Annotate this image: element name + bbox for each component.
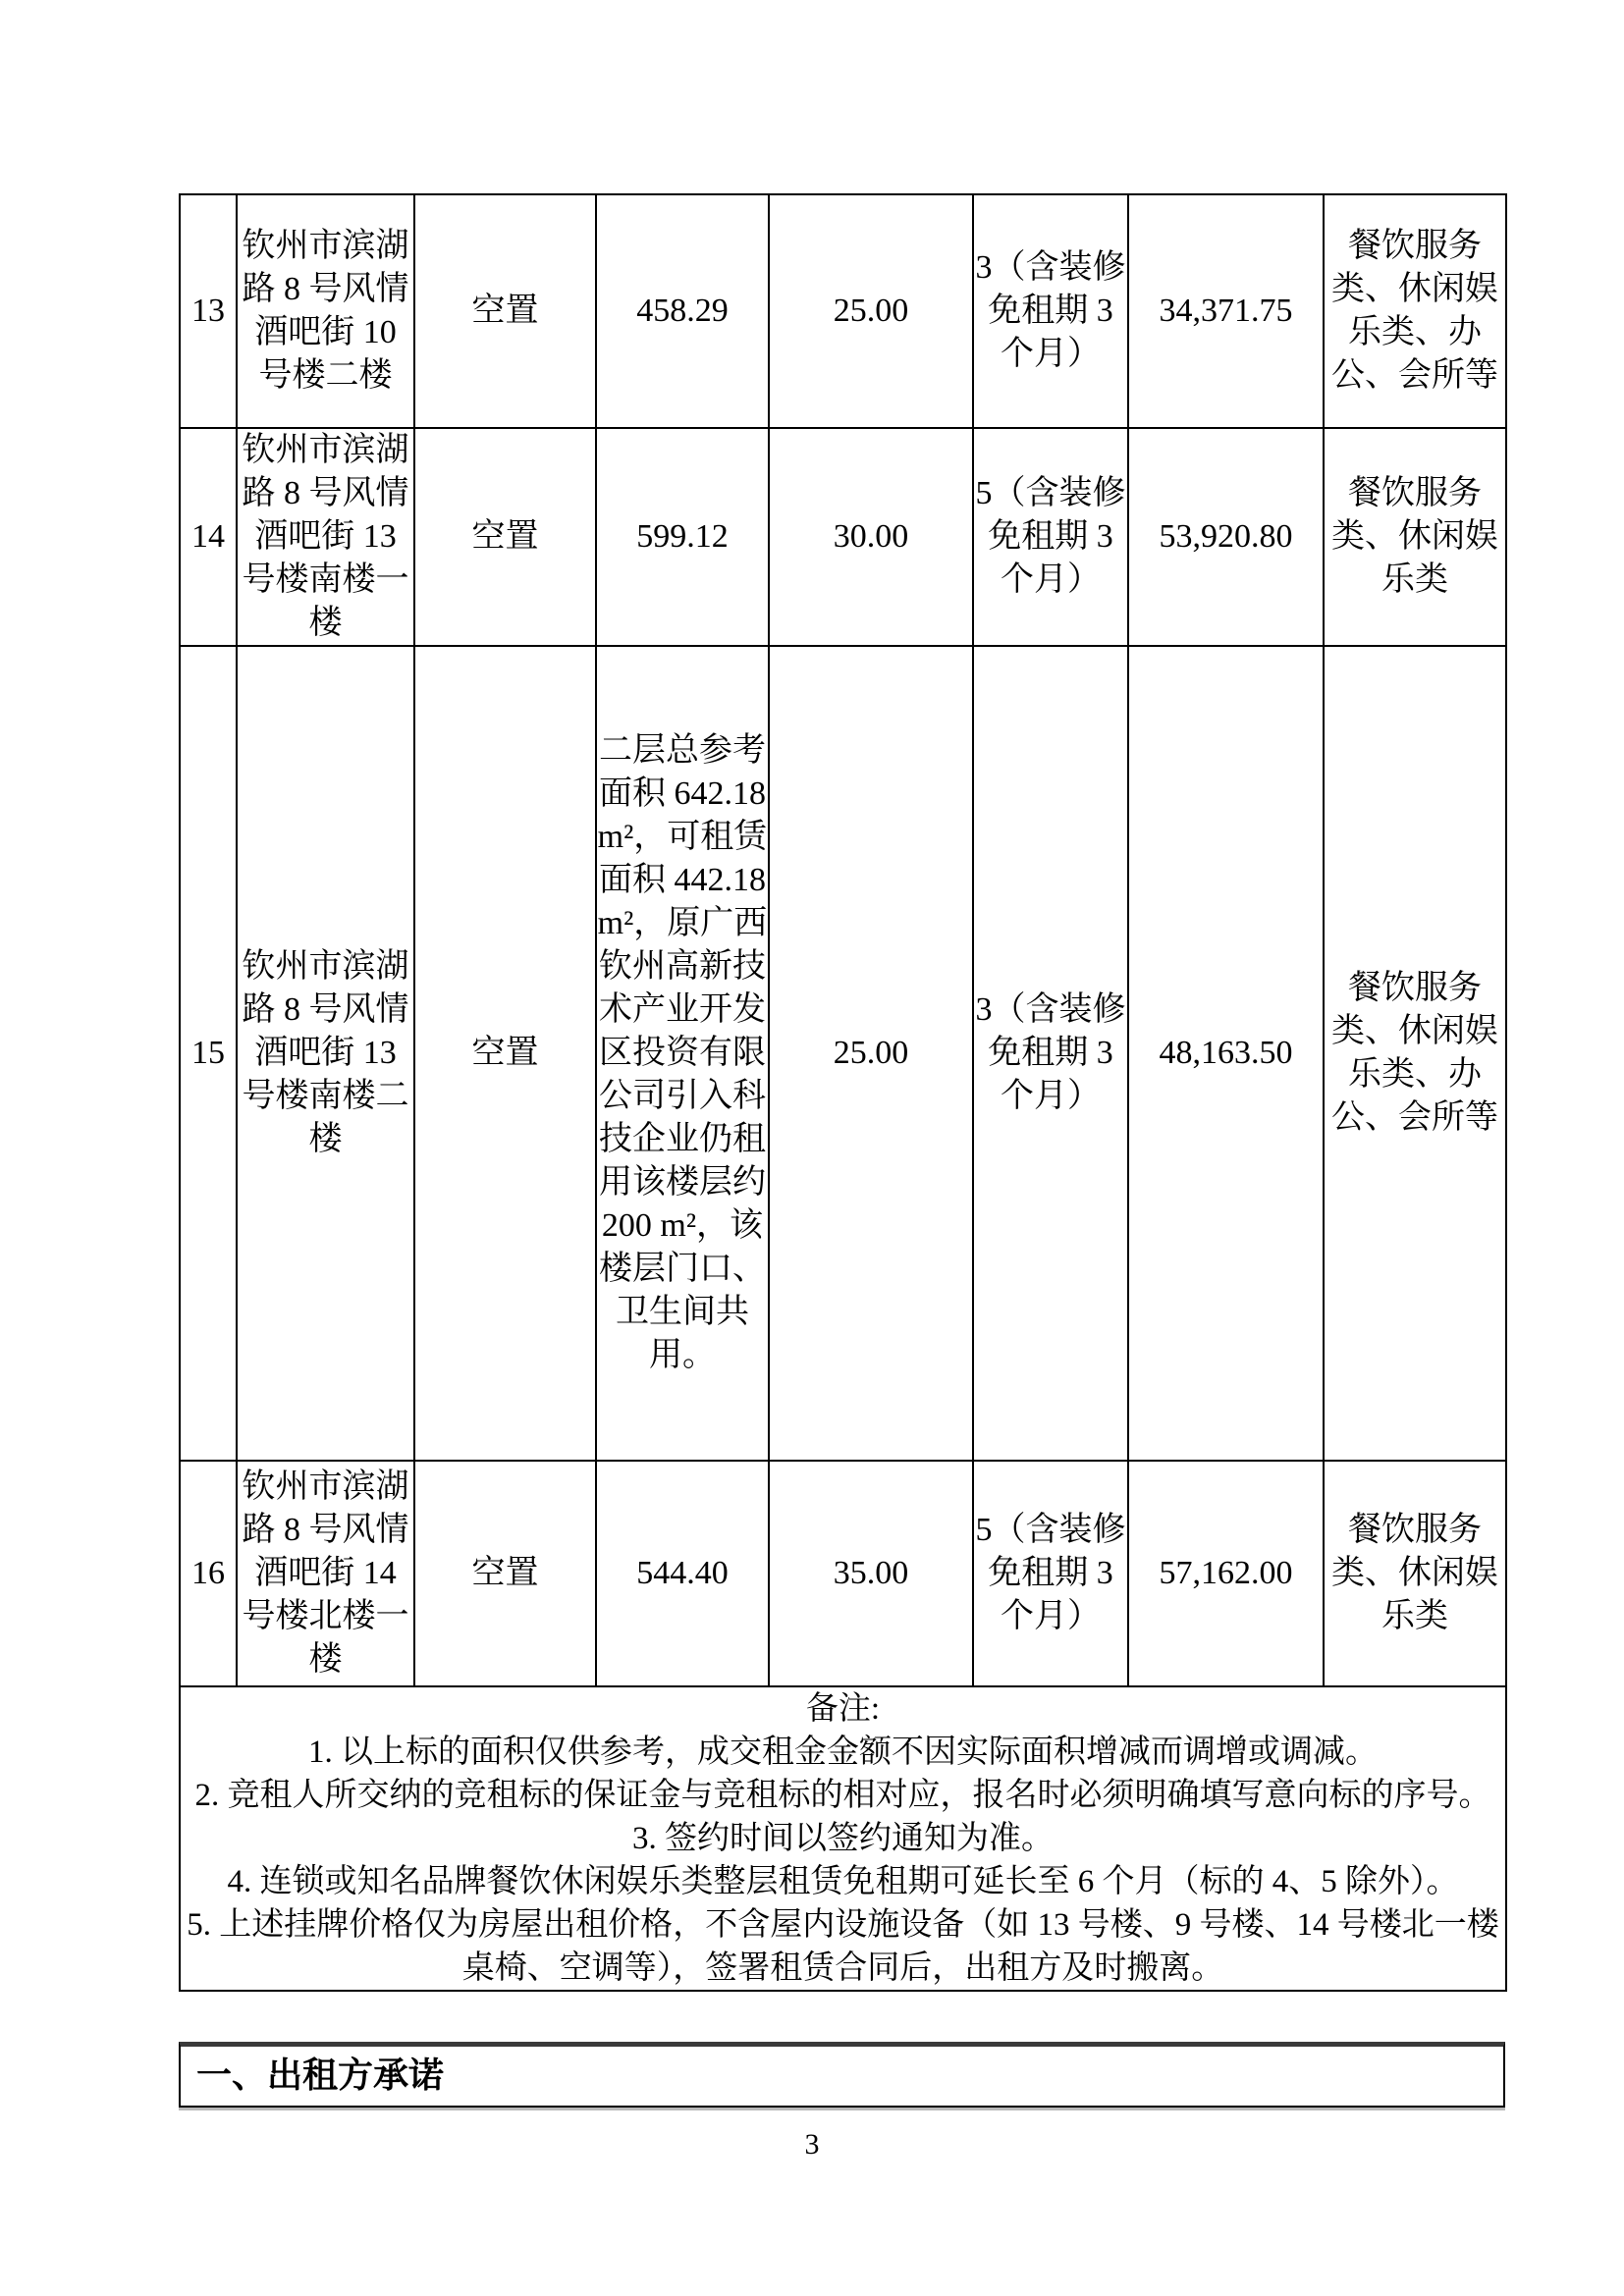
cell-status: 空置 — [414, 428, 596, 646]
section-header-title: 一、出租方承诺 — [196, 2056, 445, 2095]
cell-area: 544.40 — [596, 1461, 769, 1686]
cell-use: 餐饮服务类、休闲娱乐类、办公、会所等 — [1324, 646, 1506, 1461]
note-item-1: 1. 以上标的面积仅供参考，成交租金金额不因实际面积增减而调增或调减。 — [308, 1735, 1378, 1770]
cell-serial: 14 — [180, 428, 237, 646]
cell-use: 餐饮服务类、休闲娱乐类 — [1324, 1461, 1506, 1686]
cell-area: 二层总参考面积 642.18 m²，可租赁面积 442.18 m²，原广西钦州高新技术产业开发区投资有限公司引入科技企业仍租用该楼层约 200 m²，该楼层门口、卫生间共用。 — [596, 646, 769, 1461]
page-number: 3 — [804, 2128, 820, 2161]
cell-deposit: 53,920.80 — [1128, 428, 1324, 646]
cell-serial: 16 — [180, 1461, 237, 1686]
cell-status: 空置 — [414, 194, 596, 428]
cell-deposit: 48,163.50 — [1128, 646, 1324, 1461]
cell-serial: 15 — [180, 646, 237, 1461]
notes-cell — [180, 1686, 1506, 1991]
cell-location: 钦州市滨湖路 8 号风情酒吧街 10 号楼二楼 — [237, 194, 414, 428]
cell-use: 餐饮服务类、休闲娱乐类 — [1324, 428, 1506, 646]
note-item-5: 5. 上述挂牌价格仅为房屋出租价格，不含屋内设施设备（如 13 号楼、9 号楼、14 号楼北一楼桌椅、空调等），签署租赁合同后，出租方及时搬离。 — [187, 1907, 1499, 1986]
table-row-notes — [180, 1686, 1506, 1991]
cell-term: 5（含装修免租期 3 个月） — [973, 1461, 1128, 1686]
cell-area: 458.29 — [596, 194, 769, 428]
rental-listing-table — [179, 193, 1507, 1992]
table-row-16 — [180, 1461, 1506, 1686]
notes-label: 备注: — [805, 1691, 881, 1727]
cell-term: 5（含装修免租期 3 个月） — [973, 428, 1128, 646]
cell-location: 钦州市滨湖路 8 号风情酒吧街 14 号楼北楼一楼 — [237, 1461, 414, 1686]
note-item-2: 2. 竞租人所交纳的竞租标的保证金与竞租标的相对应，报名时必须明确填写意向标的序号。 — [194, 1778, 1491, 1813]
cell-price: 25.00 — [769, 194, 973, 428]
cell-location: 钦州市滨湖路 8 号风情酒吧街 13 号楼南楼二楼 — [237, 646, 414, 1461]
cell-location: 钦州市滨湖路 8 号风情酒吧街 13 号楼南楼一楼 — [237, 428, 414, 646]
cell-status: 空置 — [414, 1461, 596, 1686]
cell-price: 25.00 — [769, 646, 973, 1461]
cell-term: 3（含装修免租期 3 个月） — [973, 194, 1128, 428]
cell-term: 3（含装修免租期 3 个月） — [973, 646, 1128, 1461]
cell-serial: 13 — [180, 194, 237, 428]
cell-price: 35.00 — [769, 1461, 973, 1686]
cell-deposit: 34,371.75 — [1128, 194, 1324, 428]
table-row-13 — [180, 194, 1506, 428]
cell-use: 餐饮服务类、休闲娱乐类、办公、会所等 — [1324, 194, 1506, 428]
note-item-3: 3. 签约时间以签约通知为准。 — [632, 1821, 1054, 1856]
cell-area: 599.12 — [596, 428, 769, 646]
cell-price: 30.00 — [769, 428, 973, 646]
cell-status: 空置 — [414, 646, 596, 1461]
section-header-box — [179, 2042, 1505, 2108]
table-row-14 — [180, 428, 1506, 646]
table-row-15 — [180, 646, 1506, 1461]
note-item-4: 4. 连锁或知名品牌餐饮休闲娱乐类整层租赁免租期可延长至 6 个月（标的 4、5 除外）。 — [227, 1864, 1459, 1899]
cell-deposit: 57,162.00 — [1128, 1461, 1324, 1686]
